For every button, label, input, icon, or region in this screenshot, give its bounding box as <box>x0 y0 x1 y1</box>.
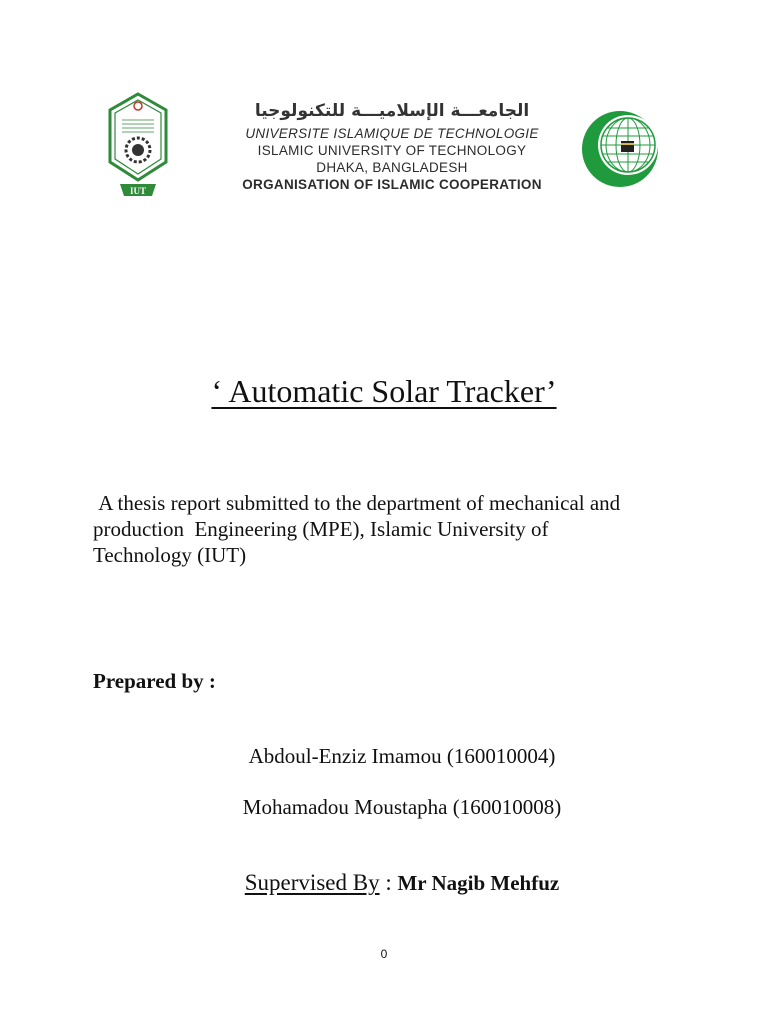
thesis-description: A thesis report submitted to the department of mechanical and production Engineering (MPE), Islamic University of Technology (IUT) <box>93 491 621 567</box>
author-name: Mohamadou Moustapha (160010008) <box>242 795 562 819</box>
institution-header <box>222 100 562 193</box>
iut-logo-text: IUT <box>129 186 147 196</box>
author-name: Abdoul-Enziz Imamou (160010004) <box>248 744 556 768</box>
institution-location: DHAKA, BANGLADESH <box>316 160 468 175</box>
supervised-by-label: Supervised By <box>244 870 380 895</box>
iut-logo <box>106 92 170 204</box>
supervisor-separator: : <box>379 870 398 895</box>
supervisor-line <box>0 869 768 897</box>
prepared-by-label: Prepared by : <box>93 669 216 693</box>
arabic-institution-name: الجامعـــة الإسلاميـــة للتكنولوجيا <box>254 101 530 121</box>
supervisor-name: Mr Nagib Mehfuz <box>397 871 560 895</box>
organisation-name: ORGANISATION OF ISLAMIC COOPERATION <box>242 177 542 192</box>
institution-name-french: UNIVERSITE ISLAMIQUE DE TECHNOLOGIE <box>245 126 539 141</box>
institution-name-english: ISLAMIC UNIVERSITY OF TECHNOLOGY <box>257 143 527 158</box>
thesis-title-text: ‘ Automatic Solar Tracker’ <box>211 373 557 409</box>
thesis-title <box>0 371 768 411</box>
oic-logo <box>580 103 662 195</box>
page-number: 0 <box>380 947 388 961</box>
